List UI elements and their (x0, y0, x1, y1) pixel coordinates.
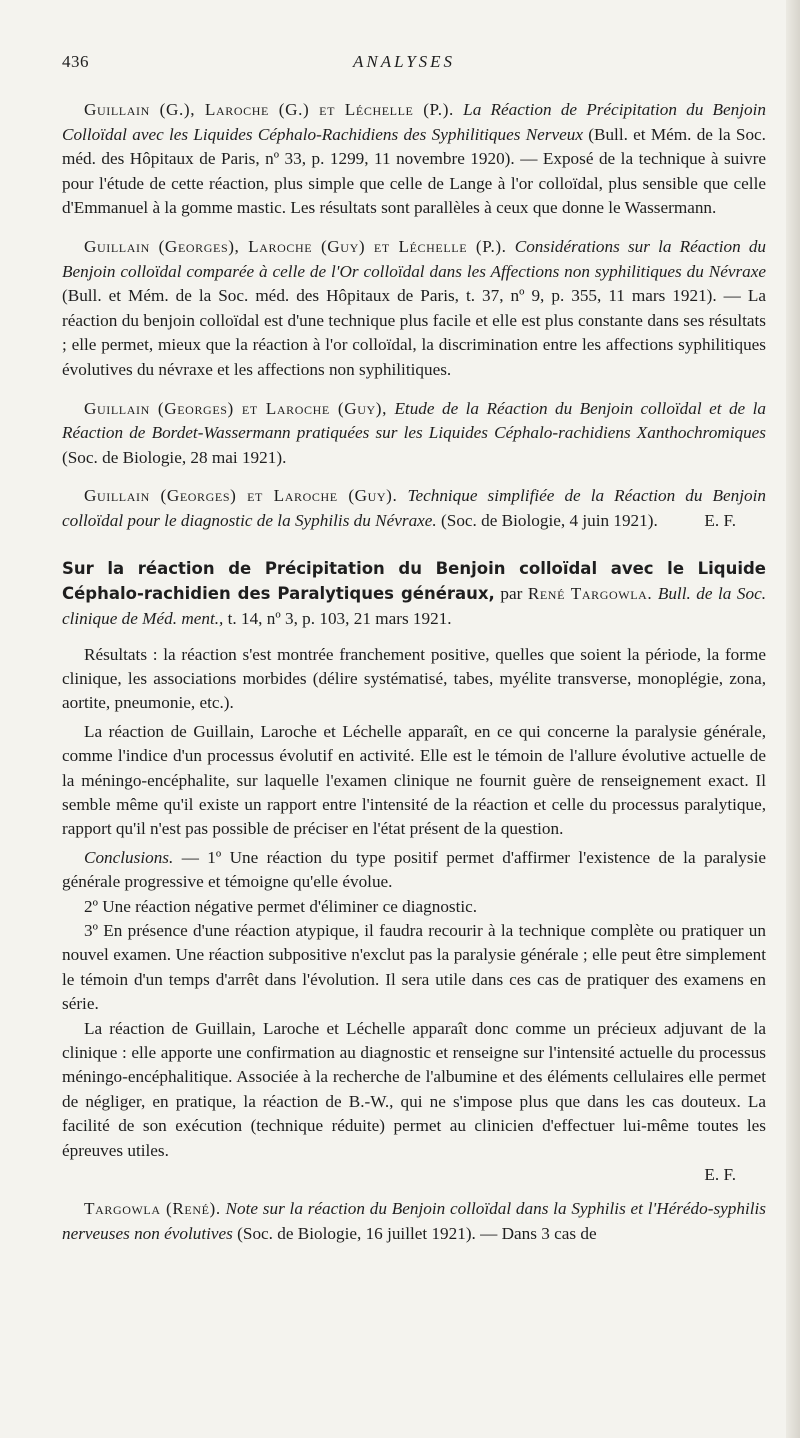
entry-authors: Guillain (Georges) et Laroche (Guy), (84, 398, 387, 418)
entry-title: Note sur la réaction du Benjoin colloïdal dans la Syphilis et l'Hérédo-syphilis nerveuses non évolutives (62, 1199, 766, 1244)
running-head (62, 52, 766, 72)
entry-body: (Bull. et Mém. de la Soc. méd. des Hôpitaux de Paris, nº 33, p. 1299, 11 novembre 1920). — Exposé de la technique à suivre pour l'étude de cette réaction, plus simple que celle de Lange à l'or colloïdal, plus sensible que celle d'Emmanuel à la gomme mastic. Les résultats sont parallèles à ceux que donne le Wassermann. (62, 124, 766, 218)
conclusions-paragraph (62, 846, 766, 895)
entry-title: Technique simplifiée de la Réaction du Benjoin colloïdal pour le diagnostic de la Syphilis du Névraxe. (62, 486, 767, 530)
entry-authors: Targowla (René). (84, 1199, 221, 1219)
bibliography-entry (62, 1197, 766, 1246)
reviewer-signature: E. F. (704, 1165, 736, 1185)
running-title: ANALYSES (352, 52, 456, 71)
reviewer-signature: E. F. (704, 510, 736, 530)
article-reference: t. 14, nº 3, p. 103, 21 mars 1921. (227, 608, 452, 628)
article-by: par (500, 583, 523, 603)
entry-title: La Réaction de Précipitation du Benjoin Colloïdal avec les Liquides Céphalo-Rachidiens des Syphilitiques Nerveux (62, 100, 767, 144)
entry-body: (Soc. de Biologie, 4 juin 1921). (441, 510, 658, 530)
article-title: Sur la réaction de Précipitation du Benjoin colloïdal avec le Liquide Céphalo-rachidien des Paralytiques généraux, (62, 558, 766, 603)
article-journal: Bull. de la Soc. clinique de Méd. ment., (62, 583, 767, 628)
page-number: 436 (62, 52, 89, 71)
body-paragraph: La réaction de Guillain, Laroche et Léchelle apparaît, en ce qui concerne la paralysie générale, comme l'indice d'un processus évolutif en activité. Elle est le témoin de l'allure évolutive actuelle de la méningo-encéphalite, sur laquelle l'examen clinique ne fournit guère de renseignement exact. Il semble même qu'il existe un rapport entre l'intensité de la réaction et celle du processus paralytique, rapport qu'il n'est pas possible de préciser en l'état présent de la question. (62, 721, 766, 839)
bibliography-entry (62, 484, 766, 533)
summary-paragraph: La réaction de Guillain, Laroche et Léchelle apparaît donc comme un précieux adjuvant de la clinique : elle apporte une confirmation au diagnostic et renseigne sur l'intensité actuelle du processus méningo-encéphalitique. Associée à la recherche de l'albumine et des éléments cellulaires elle permet de négliger, en pratique, la réaction de B.-W., qui ne s'impose plus que dans les cas douteux. La facilité de son exécution (technique réduite) permet au clinicien d'effectuer lui-même toutes les épreuves utiles. (62, 1018, 766, 1160)
bibliography-entry (62, 397, 766, 471)
body-paragraph: Résultats : la réaction s'est montrée franchement positive, quelles que soient la période, la forme clinique, les associations morbides (délire systématisé, tabes, myélite transverse, monoplégie, zona, aortite, pneumonie, etc.). (62, 644, 766, 713)
conclusion-item: — 1º Une réaction du type positif permet d'affirmer l'existence de la paralysie générale progressive et témoigne qu'elle évolue. (62, 847, 766, 892)
entry-authors: Guillain (Georges) et Laroche (Guy). (84, 486, 398, 506)
entry-body: (Bull. et Mém. de la Soc. méd. des Hôpitaux de Paris, t. 37, nº 9, p. 355, 11 mars 1921). — La réaction du benjoin colloïdal est d'une technique plus facile et elle est plus constante dans ses résultats ; elle permet, mieux que la réaction à l'or colloïdal, la discrimination entre les affections syphilitiques évolutives du névraxe et les affections non syphilitiques. (62, 286, 766, 379)
conclusions-label: Conclusions. (84, 847, 174, 867)
scan-edge (786, 0, 800, 1438)
conclusion-item: 2º Une réaction négative permet d'éliminer ce diagnostic. (84, 896, 478, 916)
bibliography-entry (62, 98, 766, 221)
entry-title: Etude de la Réaction du Benjoin colloïdal et de la Réaction de Bordet-Wassermann pratiquées sur les Liquides Céphalo-rachidiens Xanthochromiques (62, 398, 766, 443)
article-heading (62, 556, 766, 631)
entry-title: Considérations sur la Réaction du Benjoin colloïdal comparée à celle de l'Or colloïdal dans les Affections non syphilitiques du Névraxe (62, 236, 767, 281)
conclusion-item: 3º En présence d'une réaction atypique, il faudra recourir à la technique complète ou pratiquer un nouvel examen. Une réaction subpositive n'exclut pas la paralysie générale ; elle peut être simplement le témoin d'un temps d'arrêt dans l'évolution. Il sera utile dans ces cas de pratiquer des examens en série. (62, 920, 766, 1014)
entry-authors: Guillain (G.), Laroche (G.) et Léchelle (P.). (84, 100, 454, 119)
signature-line (62, 1163, 766, 1187)
bibliography-entry (62, 235, 766, 383)
article-author: René Targowla. (527, 583, 653, 603)
entry-body: (Soc. de Biologie, 28 mai 1921). (62, 447, 287, 467)
entry-authors: Guillain (Georges), Laroche (Guy) et Léchelle (P.). (84, 236, 507, 256)
entry-body: (Soc. de Biologie, 16 juillet 1921). — Dans 3 cas de (237, 1224, 597, 1244)
